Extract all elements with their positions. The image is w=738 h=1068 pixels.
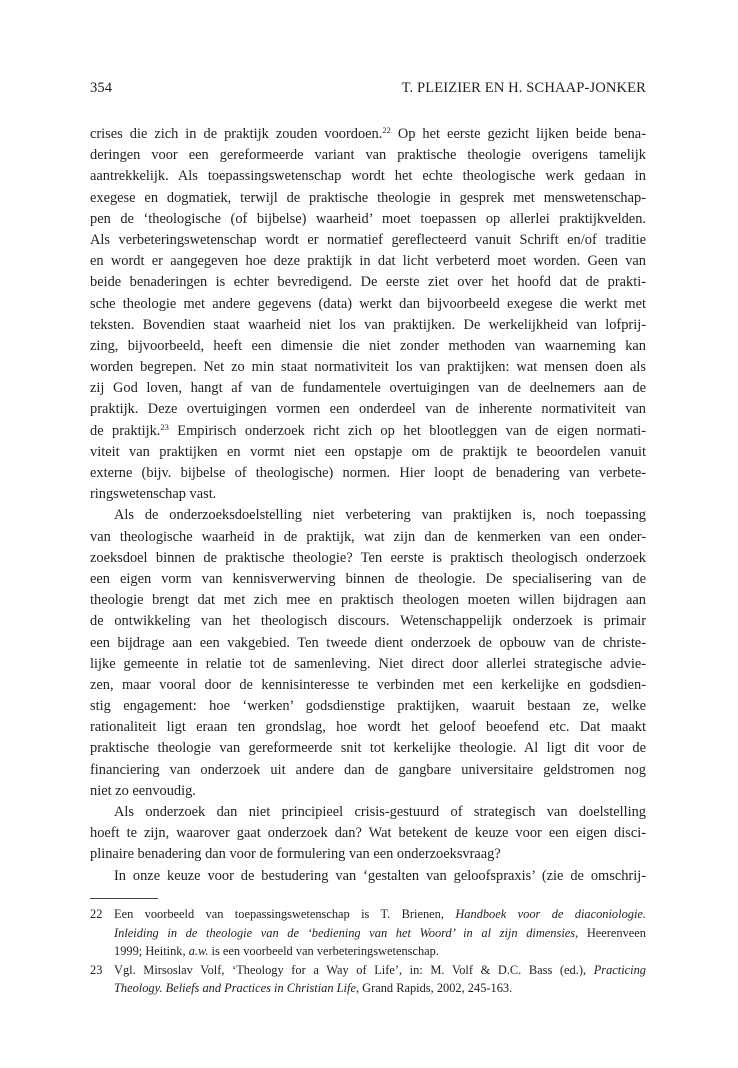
text-line	[90, 590, 646, 611]
text-line	[90, 823, 646, 844]
text-line	[90, 378, 646, 399]
text-line-content: zij God loven, hangt af van de fundamentele overtuigingen van de deelnemers aan de	[90, 380, 646, 397]
page-number: 354	[90, 80, 113, 96]
text-line-content: van theologische waarheid in de praktijk, wat zijn dan de kenmerken van een onder-	[90, 528, 646, 545]
footnotes	[90, 905, 646, 998]
footnote-text-segment: is een voorbeeld van verbeteringswetenschap.	[208, 944, 439, 959]
text-line	[90, 844, 646, 865]
text-line	[90, 802, 646, 823]
text-line-content: de praktijk.	[90, 422, 161, 439]
text-line	[90, 399, 646, 420]
footnote-italic-text: Handboek voor de diaconiologie.	[455, 907, 647, 921]
text-line-content: theologie brengt dat met zich mee en praktisch theologen moeten willen bijdragen aan	[90, 592, 646, 609]
text-line-content: zoeksdoel binnen de praktische theologie? Ten eerste is praktisch theologisch onderzoek	[90, 549, 646, 566]
text-line-content: crises die zich in de praktijk zouden voordoen.	[90, 126, 383, 142]
text-line	[90, 738, 646, 759]
text-line	[90, 209, 646, 230]
footnote-reference[interactable]: 23	[160, 421, 169, 432]
text-line-content: teksten. Bovendien staat waarheid niet los van praktijken. De werkelijkheid van lofprij-	[90, 316, 646, 333]
footnote-italic-text: Practicing	[593, 962, 646, 977]
text-line-content: stig engagement: hoe ‘werken’ godsdienstige praktijken, waaruit bestaan ze, welke	[90, 698, 646, 715]
footnote	[90, 905, 646, 961]
text-line-content: niet zo eenvoudig.	[90, 782, 196, 799]
footnote-text-segment: 1999; Heitink,	[114, 944, 189, 959]
footnote-line	[114, 942, 646, 961]
footnote-line	[114, 961, 646, 980]
text-line-content: lijke gemeente in relatie tot de samenleving. Niet direct door allerlei strategische advie-	[90, 655, 646, 672]
text-line	[90, 166, 646, 187]
text-line-content: praktijk. Deze overtuigingen vormen een onderdeel van de inherente normativiteit van	[90, 401, 646, 418]
text-line-content: financiering van onderzoek uit andere dan de gangbare universitaire geldstromen nog	[90, 761, 646, 778]
text-line-content: Als verbeteringswetenschap wordt er normatief gereflecteerd vanuit Schrift en/of traditie	[90, 231, 646, 248]
text-line	[90, 336, 646, 357]
footnote-text-segment: Vgl. Mirsoslav Volf, ‘Theology for a Way of Life’, in: M. Volf & D.C. Bass (ed.),	[114, 962, 594, 977]
text-line-content: Als de onderzoeksdoelstelling niet verbetering van praktijken is, noch toepassing	[114, 507, 646, 524]
text-line-content: In onze keuze voor de bestudering van ‘gestalten van geloofspraxis’ (zie de omschrij-	[114, 867, 646, 884]
text-line	[90, 675, 646, 696]
text-line-content: een eigen vorm van kennisverwerving binnen de theologie. De specialisering van de	[90, 570, 646, 587]
footnote-number: 23	[90, 962, 103, 977]
text-line-content: de ontwikkeling van het theologisch discours. Wetenschappelijk onderzoek is primair	[90, 613, 646, 630]
text-line	[90, 442, 646, 463]
text-line	[90, 654, 646, 675]
text-line-content: aantrekkelijk. Als toepassingswetenschap wordt het echte theologische werk gedaan in	[90, 168, 646, 185]
footnote-text	[114, 905, 646, 961]
footnote-reference[interactable]: 22	[382, 125, 391, 135]
text-line	[90, 463, 646, 484]
text-line	[90, 633, 646, 654]
text-line	[90, 124, 646, 145]
footnote-text-segment: Een voorbeeld van toepassingswetenschap is T. Brienen,	[114, 907, 456, 921]
footnote-text	[114, 961, 646, 998]
text-line-content: exegese en dogmatiek, terwijl de praktische theologie in gesprek met menswetenschap-	[90, 189, 646, 206]
text-line	[90, 548, 646, 569]
text-line-content: viteit van praktijken en vormt niet een opstapje om de praktijk te beoordelen vanuit	[90, 443, 646, 460]
footnote-text-segment: , Grand Rapids, 2002, 245-163.	[355, 981, 513, 996]
footnote-text-segment: , Heerenveen	[575, 925, 646, 940]
running-title: T. PLEIZIER EN H. SCHAAP-JONKER	[401, 80, 646, 96]
text-line-content: worden begrepen. Net zo min staat normativiteit los van praktijken: wat mensen doen als	[90, 359, 646, 376]
text-line	[90, 760, 646, 781]
text-line-content: Als onderzoek dan niet principieel crisis-gestuurd of strategisch van doelstelling	[114, 804, 646, 820]
text-line-content: ringswetenschap vast.	[90, 486, 217, 503]
text-line	[90, 357, 646, 378]
footnote-italic-text: Theology. Beliefs and Practices in Christian Life	[114, 981, 356, 996]
footnote-italic-text: Inleiding in de theologie van de ‘bediening van het Woord’ in al zijn dimensies	[114, 925, 576, 940]
text-line-content: hoeft te zijn, waarover gaat onderzoek dan? Wat betekent de keuze voor een eigen disci-	[90, 825, 646, 842]
text-line	[90, 781, 646, 802]
text-line	[90, 569, 646, 590]
text-line-content: beide benaderingen is echter bevredigend. De eerste ziet over het hoofd dat de prakti-	[90, 274, 646, 291]
text-line	[90, 527, 646, 548]
text-line	[90, 230, 646, 251]
text-line-content: praktische theologie van gereformeerde snit tot kerkelijke theologie. Al ligt dit voor de	[90, 740, 646, 757]
text-line-content: Empirisch onderzoek richt zich op het blootleggen van de eigen normati-	[168, 422, 646, 439]
text-line	[90, 717, 646, 738]
footnote-line	[114, 905, 646, 924]
text-line-content: deringen voor een gereformeerde variant van praktische theologie overigens tamelijk	[90, 147, 646, 164]
text-line-content: zing, bijvoorbeeld, heeft een dimensie die niet zonder methoden van waarneming kan	[90, 337, 646, 354]
text-line	[90, 611, 646, 632]
footnote-number: 22	[90, 907, 103, 921]
footnote	[90, 961, 646, 998]
text-line	[90, 251, 646, 272]
text-line	[90, 272, 646, 293]
text-line-content: een bijdrage aan een vakgebied. Ten tweede dient onderzoek de opbouw van de christe-	[90, 634, 646, 651]
text-line-content: plinaire benadering dan voor de formulering van een onderzoeksvraag?	[90, 846, 501, 863]
text-line	[90, 145, 646, 166]
text-line	[90, 294, 646, 315]
text-line	[90, 315, 646, 336]
footnote-divider	[90, 898, 158, 899]
text-line-content: pen de ‘theologische (of bijbelse) waarheid’ moet toepassen op allerlei praktijkvelden.	[90, 210, 646, 227]
text-line	[90, 866, 646, 887]
text-line-content: sche theologie met andere gegevens (data) werkt dan bijvoorbeeld exegese die werkt met	[90, 295, 646, 312]
text-line-content: externe (bijv. bijbelse of theologische) normen. Hier loopt de benadering van verbete-	[90, 465, 646, 481]
text-line	[90, 188, 646, 209]
footnote-line	[114, 979, 646, 998]
text-line	[90, 696, 646, 717]
text-line-content: en wordt er aangegeven hoe deze praktijk in dat licht verbeterd moet worden. Geen van	[90, 253, 646, 270]
body-text	[90, 124, 646, 887]
footnote-italic-text: a.w.	[188, 944, 209, 959]
footnote-line	[114, 924, 646, 943]
text-line-content: Op het eerste gezicht lijken beide bena-	[390, 126, 646, 142]
running-header	[90, 80, 646, 102]
text-line-content: zen, maar vooral door de kennisinteresse te verbinden met een kerkelijke en godsdien-	[90, 676, 646, 693]
text-line	[90, 484, 646, 505]
text-line	[90, 421, 646, 442]
text-line	[90, 505, 646, 526]
text-line-content: rationaliteit ligt eraan ten grondslag, hoe wordt het geloof beoefend etc. Dat maakt	[90, 719, 646, 736]
